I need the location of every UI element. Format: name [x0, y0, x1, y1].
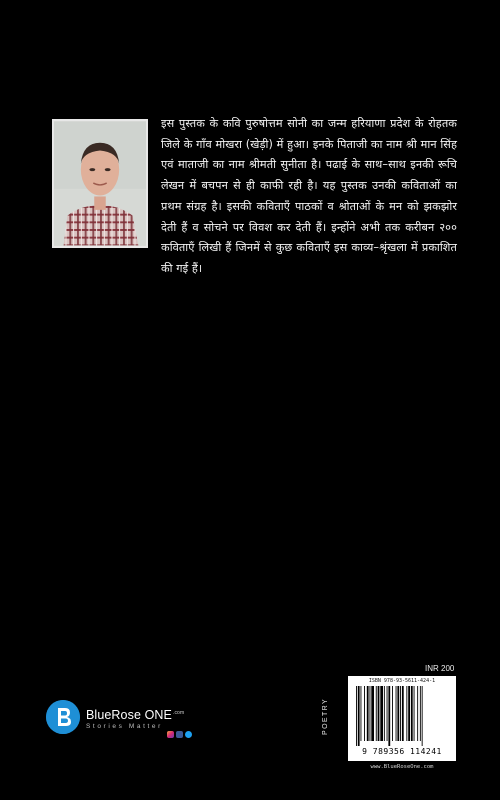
barcode-bar [417, 686, 418, 741]
barcode-bar [402, 686, 404, 741]
publisher-tagline: Stories Matter [86, 723, 163, 730]
barcode-bars [356, 686, 450, 746]
website-url: www.BlueRoseOne.com [370, 764, 434, 770]
publisher-name-text: BlueRose ONE [86, 708, 172, 722]
barcode-bar [378, 686, 380, 741]
isbn-label: ISBN 978-93-5611-424-1 [368, 678, 436, 684]
blurose-badge-icon [46, 700, 80, 734]
twitter-icon [185, 731, 192, 738]
instagram-icon [167, 731, 174, 738]
barcode-bar [371, 686, 374, 741]
isbn-barcode [348, 676, 456, 761]
facebook-icon [176, 731, 183, 738]
barcode-bar [388, 686, 390, 746]
genre-label: POETRY [322, 697, 329, 735]
barcode-bar [376, 686, 377, 741]
barcode-bar [397, 686, 399, 741]
barcode-bar [408, 686, 410, 741]
barcode-bar [380, 686, 383, 741]
barcode-bar [370, 686, 371, 741]
barcode-bar [361, 686, 362, 741]
price-label: INR 200 [425, 664, 455, 673]
isbn-digits: 9 789356 114241 [362, 747, 442, 756]
barcode-bar [392, 686, 393, 741]
barcode-bar [406, 686, 407, 741]
barcode-bar [420, 686, 421, 741]
barcode-bar [414, 686, 415, 741]
author-bio: इस पुस्तक के कवि पुरुषोत्तम सोनी का जन्म हरियाणा प्रदेश के रोहतक जिले के गाँव मोखरा (खेड़ी) में हुआ। इनके पिताजी का नाम श्री मान सिंह एवं माताजी का नाम श्रीमती सुनीता है। पढाई के साथ–साथ इनकी रूचि लेखन में बचपन से ही काफी रही है। यह पुस्तक उनकी कविताओं का प्रथम संग्रह है। इसकी कविताएँ पाठकों व श्रोताओं के मन को झकझोर देती हैं व सोचने पर विवश कर देती हैं। इन्होंने अभी तक करीबन २०० कविताएँ लिखी हैं जिनमें से कुछ कविताएँ इस काव्य–श्रृंखला में प्रकाशित की गई हैं। [161, 117, 457, 275]
social-icons [167, 731, 192, 738]
barcode-bar [358, 686, 360, 746]
publisher-logo [46, 700, 206, 742]
publisher-name [86, 708, 184, 722]
barcode-bar [411, 686, 413, 741]
barcode-bar [384, 686, 385, 741]
barcode-bar [364, 686, 365, 741]
barcode-bar [422, 686, 423, 746]
barcode-bar [396, 686, 397, 741]
barcode-bar [367, 686, 369, 741]
barcode-bar [400, 686, 401, 741]
barcode-bar [356, 686, 357, 746]
publisher-name-suffix: .com [172, 709, 185, 716]
barcode-bar [387, 686, 388, 741]
author-photo [52, 119, 148, 248]
